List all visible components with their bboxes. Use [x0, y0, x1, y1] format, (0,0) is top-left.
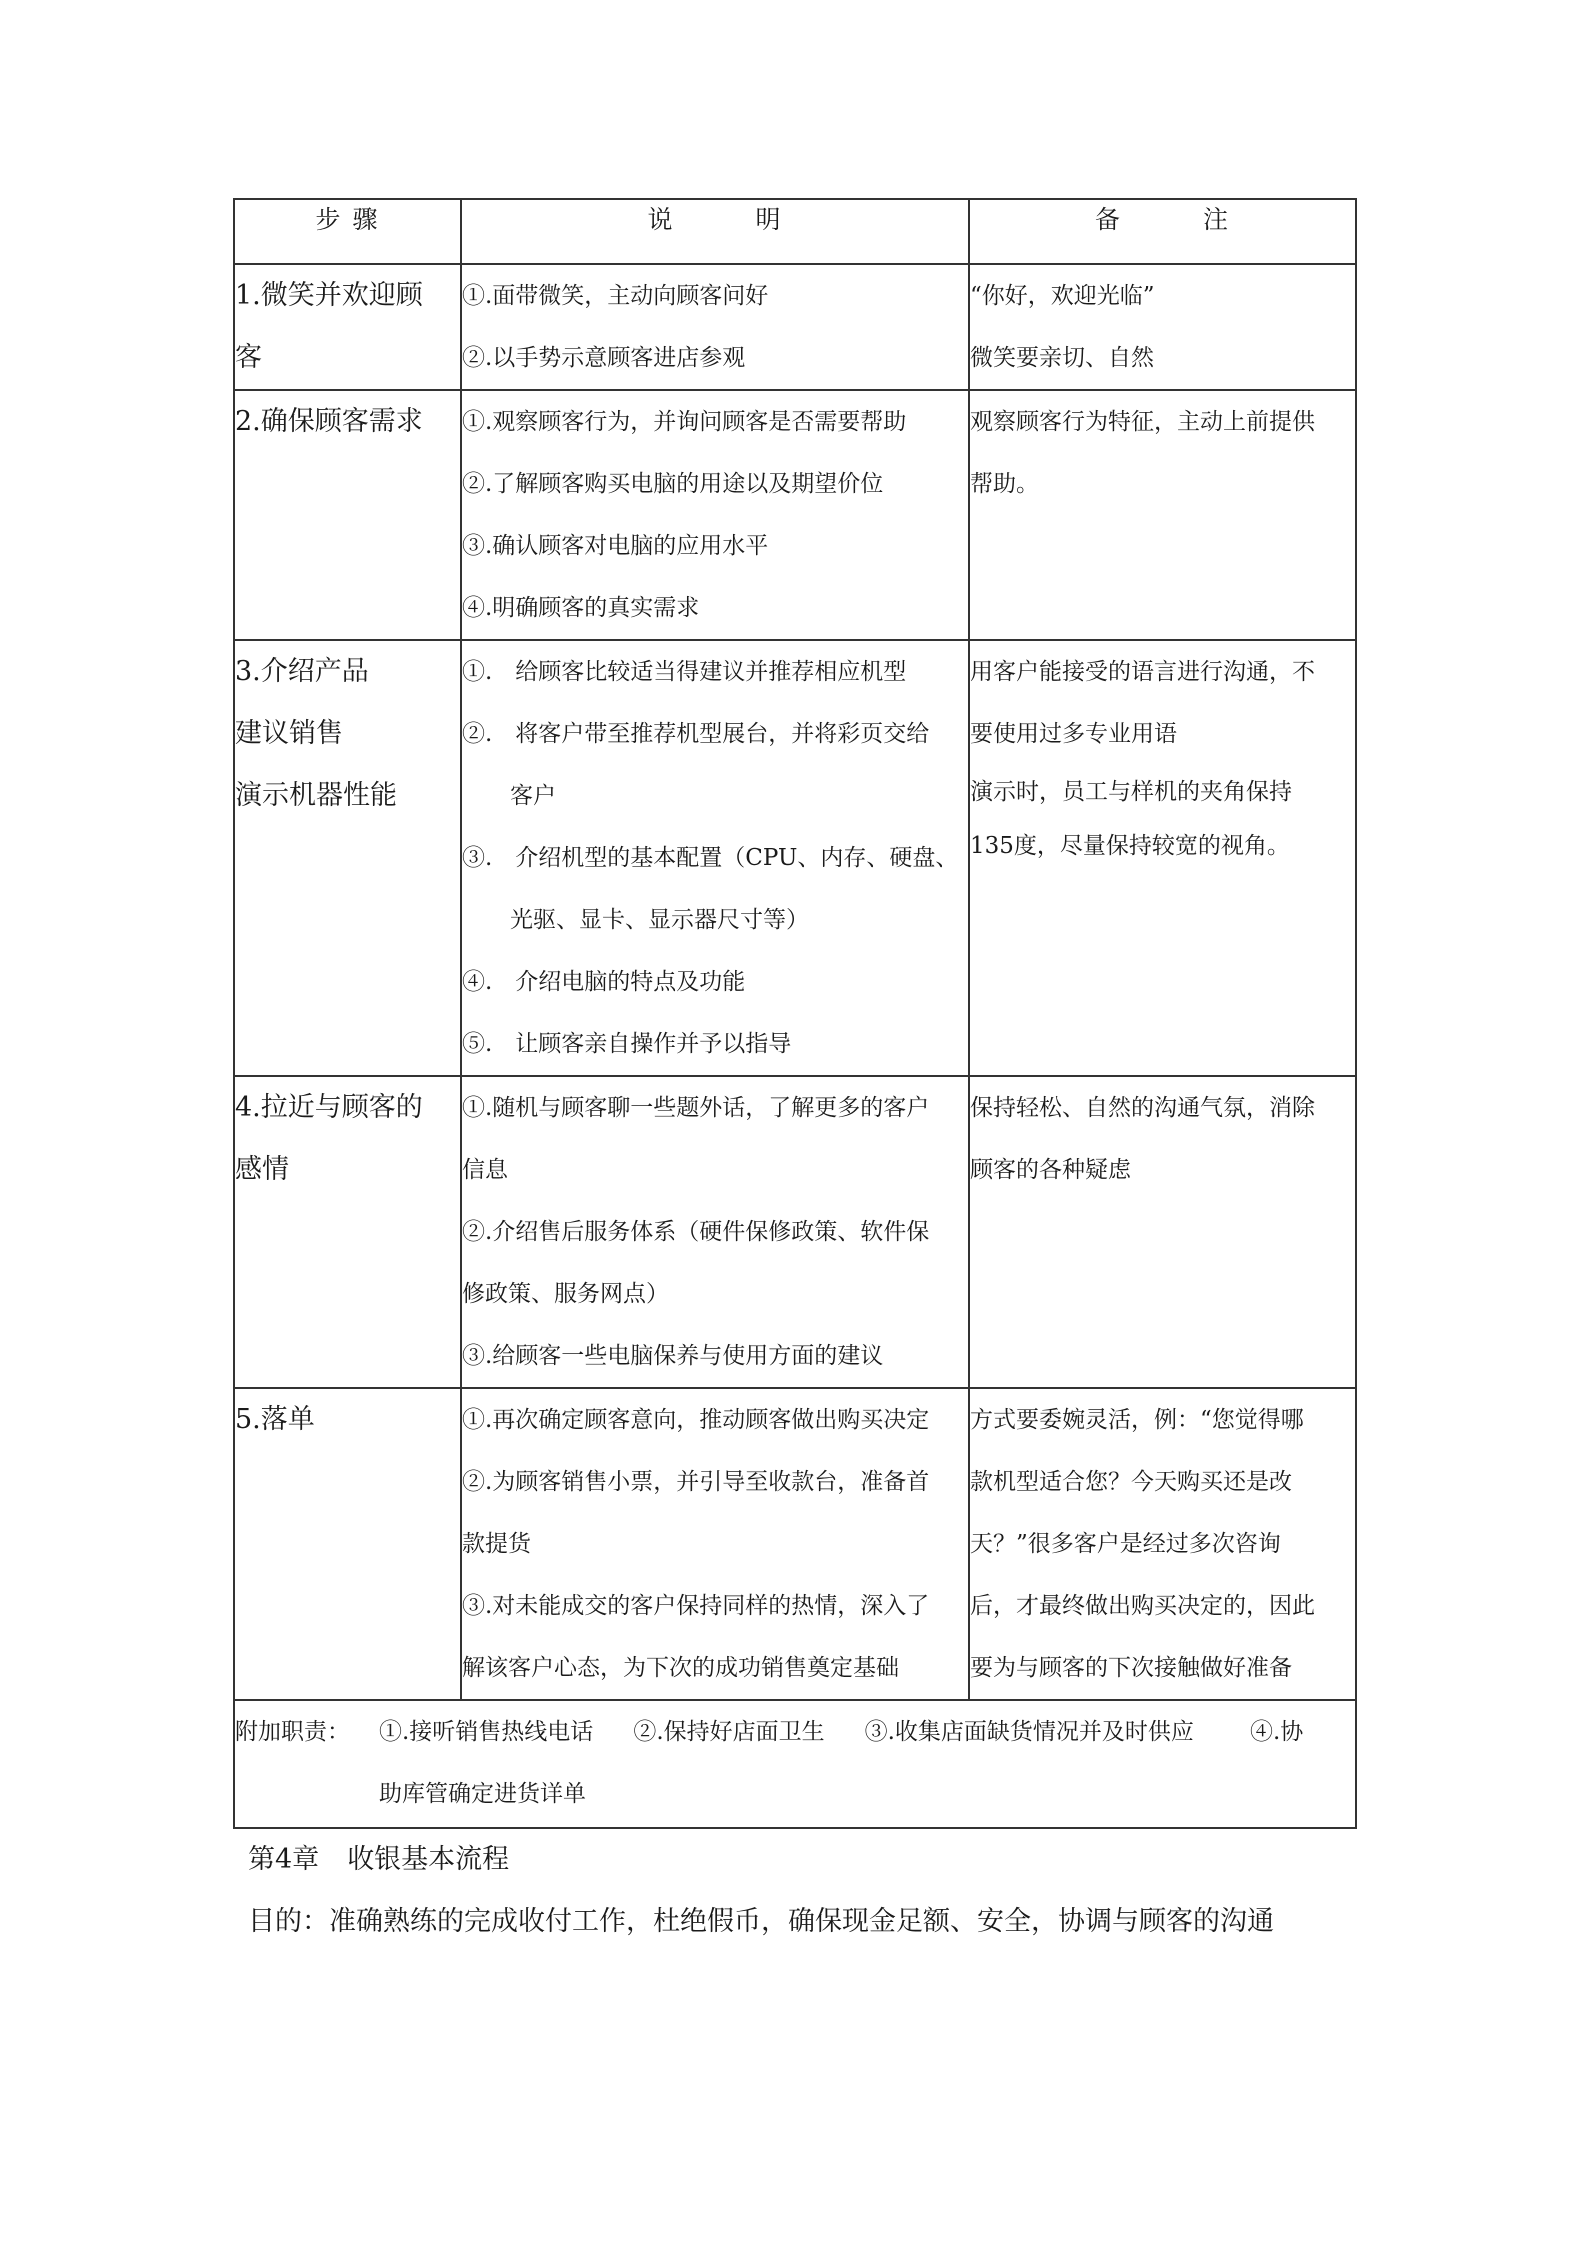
- step-text: 建议销售: [235, 718, 343, 749]
- remark-cell: [969, 1076, 1356, 1388]
- extra-duties-cell: [234, 1700, 1356, 1828]
- step-text: 4.拉近与顾客的: [235, 1092, 423, 1123]
- remark-line: 演示时，员工与样机的夹角保持: [970, 779, 1292, 805]
- step-cell: [234, 1076, 461, 1388]
- step-text: 3.介绍产品: [235, 656, 369, 687]
- description-line: ②.以手势示意顾客进店参观: [462, 345, 746, 371]
- extra-duty-item: ①.接听销售热线电话: [379, 1719, 594, 1745]
- description-line: 款提货: [462, 1531, 531, 1557]
- description-line: ②.介绍售后服务体系（硬件保修政策、软件保: [462, 1219, 930, 1245]
- description-line: 客户: [510, 783, 556, 809]
- extra-duties-label: 附加职责：: [235, 1719, 350, 1745]
- step-cell: [234, 390, 461, 640]
- remark-line: 款机型适合您？今天购买还是改: [970, 1469, 1292, 1495]
- table-header-row: [234, 199, 1356, 264]
- description-line: 光驱、显卡、显示器尺寸等）: [510, 907, 809, 933]
- description-line: ①.观察顾客行为，并询问顾客是否需要帮助: [462, 409, 907, 435]
- description-line: ②.为顾客销售小票，并引导至收款台，准备首: [462, 1469, 930, 1495]
- description-line: ③.对未能成交的客户保持同样的热情，深入了: [462, 1593, 930, 1619]
- description-cell: [461, 640, 969, 1076]
- description-line: 信息: [462, 1157, 508, 1183]
- chapter-title: 收银基本流程: [347, 1844, 510, 1875]
- step-text: 感情: [235, 1154, 289, 1185]
- remark-line: 要为与顾客的下次接触做好准备: [970, 1655, 1292, 1681]
- description-line: ⑤. 让顾客亲自操作并予以指导: [462, 1031, 792, 1057]
- extra-duty-item: ②.保持好店面卫生: [633, 1719, 825, 1745]
- step-cell: [234, 640, 461, 1076]
- description-cell: [461, 390, 969, 640]
- description-line: ③.给顾客一些电脑保养与使用方面的建议: [462, 1343, 884, 1369]
- remark-cell: [969, 640, 1356, 1076]
- chapter-heading: [248, 1840, 509, 1880]
- extra-duties-row: [234, 1700, 1356, 1828]
- description-line: ④.明确顾客的真实需求: [462, 595, 700, 621]
- purpose-paragraph: 目的：准确熟练的完成收付工作，杜绝假币，确保现金足额、安全，协调与顾客的沟通: [248, 1906, 1274, 1937]
- step-cell: [234, 264, 461, 390]
- remark-line: 后，才最终做出购买决定的，因此: [970, 1593, 1315, 1619]
- extra-duty-item: ④.协: [1249, 1719, 1304, 1745]
- description-cell: [461, 264, 969, 390]
- description-line: ①.再次确定顾客意向，推动顾客做出购买决定: [462, 1407, 930, 1433]
- description-line: 修政策、服务网点）: [462, 1281, 669, 1307]
- header-description: 说 明: [461, 199, 969, 264]
- remark-line: 保持轻松、自然的沟通气氛，消除: [970, 1095, 1315, 1121]
- description-cell: [461, 1076, 969, 1388]
- table-row: [234, 1076, 1356, 1388]
- remark-cell: [969, 264, 1356, 390]
- extra-duty-continuation: 助库管确定进货详单: [379, 1781, 586, 1807]
- description-line: ③. 介绍机型的基本配置（CPU、内存、硬盘、: [462, 845, 959, 871]
- remark-line: 顾客的各种疑虑: [970, 1157, 1131, 1183]
- description-line: ①. 给顾客比较适当得建议并推荐相应机型: [462, 659, 907, 685]
- remark-line: 要使用过多专业用语: [970, 721, 1177, 747]
- remark-line: 方式要委婉灵活，例：“您觉得哪: [970, 1407, 1304, 1433]
- chapter-number: 第4章: [248, 1844, 320, 1875]
- step-text: 1.微笑并欢迎顾: [235, 280, 423, 311]
- step-text: 演示机器性能: [235, 780, 397, 811]
- remark-line: 用客户能接受的语言进行沟通，不: [970, 659, 1315, 685]
- table-row: [234, 640, 1356, 1076]
- remark-cell: [969, 390, 1356, 640]
- remark-line: “你好，欢迎光临”: [970, 283, 1155, 309]
- table-row: [234, 390, 1356, 640]
- description-line: ①.随机与顾客聊一些题外话，了解更多的客户: [462, 1095, 930, 1121]
- extra-duty-item: ③.收集店面缺货情况并及时供应: [864, 1719, 1194, 1745]
- remark-line: 微笑要亲切、自然: [970, 345, 1154, 371]
- remark-cell: [969, 1388, 1356, 1700]
- description-line: 解该客户心态，为下次的成功销售奠定基础: [462, 1655, 899, 1681]
- step-text: 5.落单: [235, 1404, 315, 1435]
- remark-line: 135度，尽量保持较宽的视角。: [970, 833, 1290, 859]
- remark-line: 天？”很多客户是经过多次咨询: [970, 1531, 1281, 1557]
- header-remarks: 备 注: [969, 199, 1356, 264]
- step-text: 2.确保顾客需求: [235, 406, 423, 437]
- step-cell: [234, 1388, 461, 1700]
- table-row: [234, 1388, 1356, 1700]
- description-cell: [461, 1388, 969, 1700]
- description-line: ④. 介绍电脑的特点及功能: [462, 969, 746, 995]
- sales-steps-table: [233, 198, 1357, 1829]
- header-step: 步 骤: [234, 199, 461, 264]
- remark-line: 观察顾客行为特征，主动上前提供: [970, 409, 1315, 435]
- remark-line: 帮助。: [970, 471, 1039, 497]
- description-line: ②.了解顾客购买电脑的用途以及期望价位: [462, 471, 884, 497]
- table-row: [234, 264, 1356, 390]
- description-line: ③.确认顾客对电脑的应用水平: [462, 533, 769, 559]
- description-line: ②. 将客户带至推荐机型展台，并将彩页交给: [462, 721, 930, 747]
- step-text: 客: [235, 342, 262, 373]
- description-line: ①.面带微笑，主动向顾客问好: [462, 283, 769, 309]
